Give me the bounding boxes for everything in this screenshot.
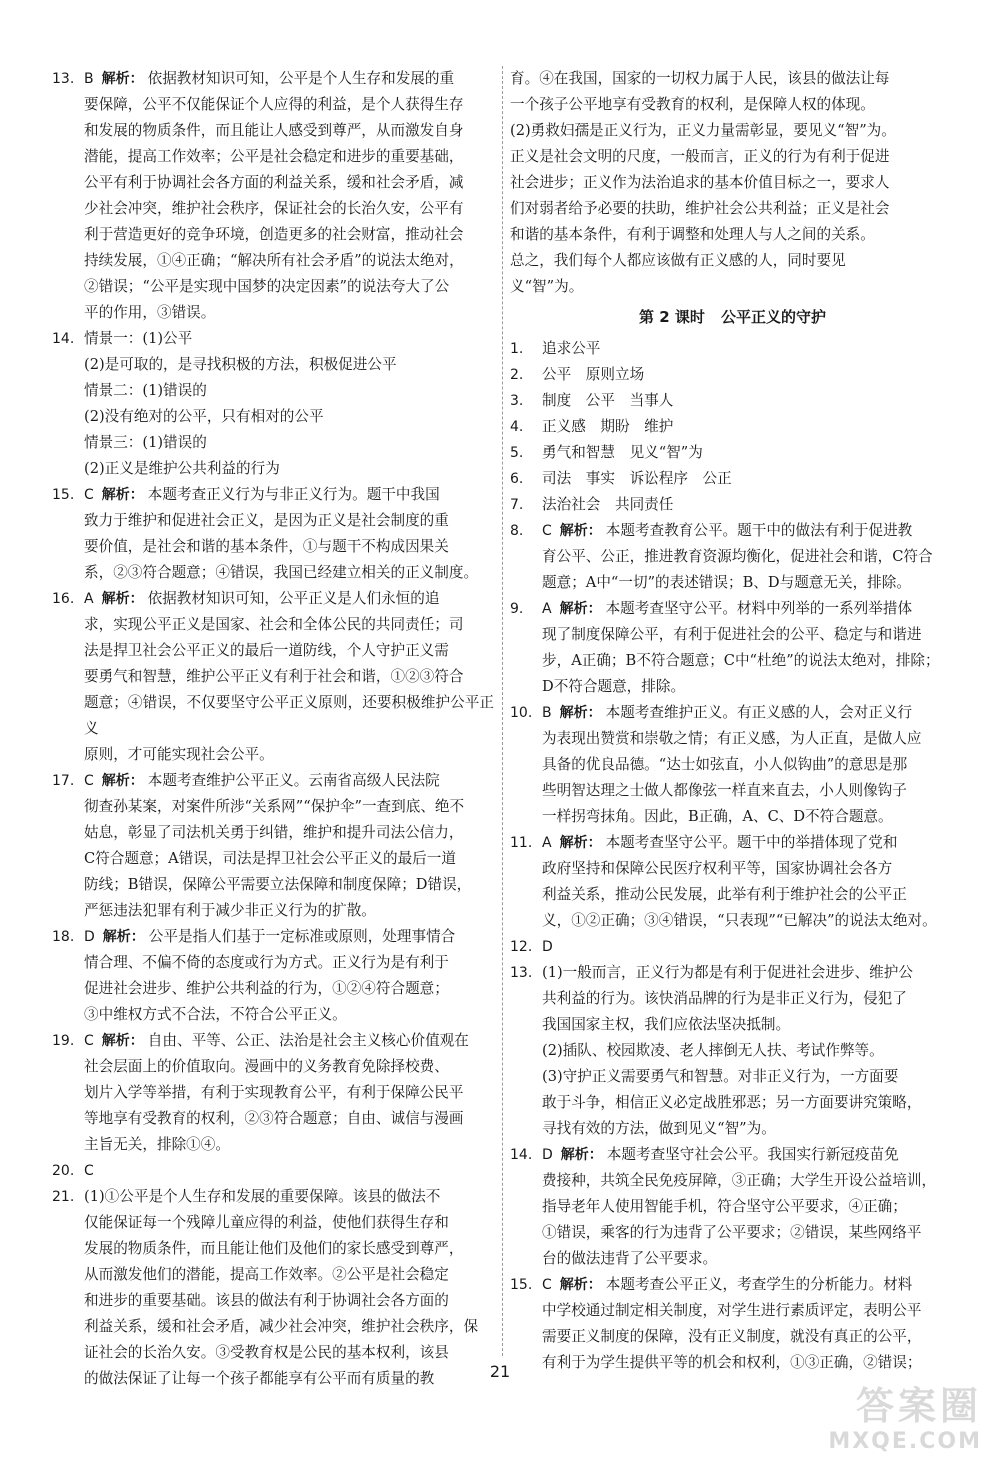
analysis-line: 法是捍卫社会公平正义的最后一道防线，个人守护正义需 — [84, 642, 449, 659]
analysis-line: 主旨无关，排除①④。 — [84, 1136, 230, 1153]
continued-line: 义“智”为。 — [510, 278, 584, 295]
answer-choice: D — [542, 1147, 553, 1163]
item-body — [84, 924, 494, 950]
analysis-line: 利于营造更好的竞争环境，创造更多的社会财富，推动社会 — [84, 226, 464, 243]
section-title — [510, 302, 955, 332]
item-number: 13. — [510, 965, 533, 981]
item-body — [542, 830, 955, 856]
answer-line: 证社会的长治久安。③受教育权是公民的基本权利，该县 — [84, 1344, 449, 1361]
answer-item — [510, 440, 955, 466]
analysis-line: D不符合题意，排除。 — [542, 678, 686, 695]
analysis-line: 本题考查教育公平。题干中的做法有利于促进教 — [605, 522, 913, 539]
analysis-line: 本题考查正义行为与非正义行为。题干中我国 — [147, 486, 440, 503]
item-body — [84, 1184, 494, 1210]
analysis-line: 社会层面上的价值取向。漫画中的义务教育免除择校费、 — [84, 1058, 449, 1075]
answer-line: (1)一般而言，正义行为都是有利于促进社会进步、维护公 — [542, 964, 913, 981]
analysis-line: 和发展的物质条件，而且能让人感受到尊严，从而激发自身 — [84, 122, 464, 139]
item-number: 13. — [52, 71, 75, 87]
item-number: 15. — [52, 487, 75, 503]
item-body — [542, 700, 955, 726]
left-column — [52, 66, 494, 1392]
continued-line: 们对弱者给予必要的扶助，维护社会公共利益；正义是社会 — [510, 200, 890, 217]
answer-item — [510, 960, 955, 986]
analysis-line: 依据教材知识可知，公平正义是人们永恒的追 — [147, 590, 440, 607]
answer-item — [510, 596, 955, 622]
analysis-label: 解析： — [101, 773, 144, 789]
item-number: 19. — [52, 1033, 75, 1049]
item-body — [542, 440, 955, 466]
answer-line: 利益关系，缓和社会矛盾，减少社会冲突，维护社会秩序，保 — [84, 1318, 479, 1335]
analysis-line: 公平有利于协调社会各方面的利益关系，缓和社会矛盾，减 — [84, 174, 464, 191]
answer-line: 公平 原则立场 — [542, 366, 645, 383]
answer-choice: D — [542, 939, 553, 955]
analysis-line: 要勇气和智慧，维护公平正义有利于社会和谐，①②③符合 — [84, 668, 464, 685]
answer-choice: C — [542, 523, 552, 539]
item-number: 10. — [510, 705, 533, 721]
item-number: 7. — [510, 497, 524, 513]
answer-item — [510, 830, 955, 856]
analysis-line: 原则，才可能实现社会公平。 — [84, 746, 274, 763]
watermark-title: 答案圈 — [855, 1384, 982, 1428]
analysis-line: 本题考查坚守社会公平。我国实行新冠疫苗免 — [606, 1146, 899, 1163]
analysis-line: 求，实现公平正义是国家、社会和全体公民的共同责任；司 — [84, 616, 464, 633]
answer-item — [52, 1028, 494, 1054]
answer-line: 法治社会 共同责任 — [542, 496, 674, 513]
right-column — [510, 66, 955, 1376]
item-number: 2. — [510, 367, 524, 383]
answer-item — [510, 336, 955, 362]
answer-item — [52, 586, 494, 612]
analysis-line: 本题考查维护正义。有正义感的人，会对正义行 — [605, 704, 913, 721]
analysis-line: 公平是指人们基于一定标准或原则，处理事情合 — [148, 928, 456, 945]
answer-item — [510, 518, 955, 544]
answer-line: 发展的物质条件，而且能让他们及他们的家长感受到尊严， — [84, 1240, 464, 1257]
analysis-line: 要价值，是社会和谐的基本条件，①与题干不构成因果关 — [84, 538, 449, 555]
answer-line: 勇气和智慧 见义“智”为 — [542, 444, 703, 461]
item-number: 3. — [510, 393, 524, 409]
item-number: 4. — [510, 419, 524, 435]
item-body — [542, 960, 955, 986]
item-number: 8. — [510, 523, 524, 539]
answer-item — [510, 1142, 955, 1168]
continued-line: 和谐的基本条件，有利于调整和处理人与人之间的关系。 — [510, 226, 875, 243]
answer-line: 敢于斗争，相信正义必定战胜邪恶；另一方面要讲究策略， — [542, 1094, 922, 1111]
analysis-line: 现了制度保障公平，有利于促进社会的公平、稳定与和谐进 — [542, 626, 922, 643]
continued-line: (2)勇救妇孺是正义行为，正义力量需彰显，要见义“智”为。 — [510, 122, 896, 139]
analysis-line: 具备的优良品德。“达士如弦直，小人似钩曲”的意思是那 — [542, 756, 908, 773]
analysis-label: 解析： — [101, 1033, 144, 1049]
answer-line: 和进步的重要基础。该县的做法有利于协调社会各方面的 — [84, 1292, 449, 1309]
analysis-line: ③中维权方式不合法，不符合公平正义。 — [84, 1006, 347, 1023]
item-number: 18. — [52, 929, 75, 945]
answer-choice: B — [84, 71, 94, 87]
item-body — [542, 1142, 955, 1168]
analysis-line: 本题考查公平正义，考查学生的分析能力。材料 — [605, 1276, 913, 1293]
analysis-line: 姑息，彰显了司法机关勇于纠错，维护和提升司法公信力， — [84, 824, 464, 841]
analysis-line: 题意；④错误，不仅要坚守公平正义原则，还要积极维护公平正义 — [84, 694, 494, 737]
analysis-label: 解析： — [559, 1277, 602, 1293]
item-number: 14. — [52, 331, 75, 347]
analysis-line: 为表现出赞赏和崇敬之情；有正义感，为人正直，是做人应 — [542, 730, 922, 747]
continued-answer-block — [510, 66, 955, 300]
answer-line: 情景一：(1)公平 — [84, 330, 193, 347]
analysis-line: 步，A正确；B不符合题意；C中“杜绝”的说法太绝对，排除； — [542, 652, 940, 669]
item-body — [84, 586, 494, 612]
analysis-line: 促进社会进步、维护公共利益的行为，①②④符合题意； — [84, 980, 449, 997]
item-body — [84, 326, 494, 352]
answer-line: (2)正义是维护公共利益的行为 — [84, 460, 280, 477]
item-body — [542, 934, 955, 960]
answer-line: (3)守护正义需要勇气和智慧。对非正义行为，一方面要 — [542, 1068, 899, 1085]
item-body — [84, 1028, 494, 1054]
answer-line: 情景三：(1)错误的 — [84, 434, 207, 451]
page-number: 21 — [489, 1362, 511, 1381]
answer-line: 情景二：(1)错误的 — [84, 382, 207, 399]
answer-item — [52, 1158, 494, 1184]
analysis-line: 致力于维护和促进社会正义，是因为正义是社会制度的重 — [84, 512, 449, 529]
answer-choice: B — [542, 705, 552, 721]
item-body — [542, 388, 955, 414]
answer-item — [510, 700, 955, 726]
item-body — [84, 66, 494, 92]
item-number: 11. — [510, 835, 533, 851]
answer-line: 我国国家主权，我们应依法坚决抵制。 — [542, 1016, 791, 1033]
answer-line: 司法 事实 诉讼程序 公正 — [542, 470, 732, 487]
analysis-line: 本题考查维护公平正义。云南省高级人民法院 — [147, 772, 440, 789]
answer-item — [510, 492, 955, 518]
item-number: 16. — [52, 591, 75, 607]
item-number: 14. — [510, 1147, 533, 1163]
answer-choice: C — [84, 1163, 94, 1179]
analysis-label: 解析： — [560, 1147, 603, 1163]
answer-choice: A — [542, 601, 552, 617]
answer-item — [510, 362, 955, 388]
answer-line: 共利益的行为。该快消品牌的行为是非正义行为，侵犯了 — [542, 990, 907, 1007]
item-number: 17. — [52, 773, 75, 789]
analysis-label: 解析： — [559, 523, 602, 539]
answer-item — [510, 1272, 955, 1298]
continued-line: 总之，我们每个人都应该做有正义感的人，同时要见 — [510, 252, 846, 269]
analysis-label: 解析： — [559, 705, 602, 721]
analysis-line: 费接种，共筑全民免疫屏障，③正确；大学生开设公益培训， — [542, 1172, 937, 1189]
analysis-line: 一样拐弯抹角。因此，B正确，A、C、D不符合题意。 — [542, 808, 893, 825]
analysis-line: 防线；B错误，保障公平需要立法保障和制度保障；D错误， — [84, 876, 472, 893]
analysis-line: 平的作用，③错误。 — [84, 304, 216, 321]
analysis-label: 解析： — [102, 929, 145, 945]
analysis-line: 情合理、不偏不倚的态度或行为方式。正义行为是有利于 — [84, 954, 449, 971]
answer-line: 追求公平 — [542, 340, 601, 357]
answer-line: (1)①公平是个人生存和发展的重要保障。该县的做法不 — [84, 1188, 441, 1205]
watermark-url: MXQE.COM — [828, 1429, 982, 1454]
answer-line: 的做法保证了让每一个孩子都能享有公平而有质量的教 — [84, 1370, 435, 1387]
item-number: 1. — [510, 341, 524, 357]
answer-item — [52, 768, 494, 794]
lesson-label: 第 2 课时 — [639, 308, 705, 326]
analysis-line: 严惩违法犯罪有利于减少非正义行为的扩散。 — [84, 902, 376, 919]
item-body — [542, 596, 955, 622]
answer-item — [510, 934, 955, 960]
answer-choice: A — [542, 835, 552, 851]
item-body — [542, 518, 955, 544]
item-number: 12. — [510, 939, 533, 955]
item-body — [542, 466, 955, 492]
analysis-label: 解析： — [101, 71, 144, 87]
analysis-line: ①错误，乘客的行为违背了公平要求；②错误，某些网络平 — [542, 1224, 922, 1241]
item-body — [542, 1272, 955, 1298]
analysis-line: 划片入学等举措，有利于实现教育公平，有利于保障公民平 — [84, 1084, 464, 1101]
item-body — [542, 414, 955, 440]
analysis-line: 题意；A中“一切”的表述错误；B、D与题意无关，排除。 — [542, 574, 911, 591]
answer-choice: C — [84, 773, 94, 789]
right-answer-list — [510, 336, 955, 1376]
analysis-line: 义，①②正确；③④错误，“只表现”“已解决”的说法太绝对。 — [542, 912, 937, 929]
item-number: 5. — [510, 445, 524, 461]
answer-line: 仅能保证每一个残障儿童应得的利益，使他们获得生存和 — [84, 1214, 449, 1231]
item-body — [542, 492, 955, 518]
analysis-line: 育公平、公正，推进教育资源均衡化，促进社会和谐，C符合 — [542, 548, 933, 565]
answer-line: (2)没有绝对的公平，只有相对的公平 — [84, 408, 324, 425]
analysis-line: 有利于为学生提供平等的机会和权利，①③正确，②错误； — [542, 1354, 922, 1371]
column-divider — [502, 66, 503, 1356]
watermark-logo — [792, 1375, 982, 1455]
analysis-label: 解析： — [559, 835, 602, 851]
answer-item — [510, 414, 955, 440]
answer-choice: C — [84, 1033, 94, 1049]
analysis-label: 解析： — [101, 591, 144, 607]
analysis-line: 彻查孙某案，对案件所涉“关系网”“保护伞”一查到底、绝不 — [84, 798, 465, 815]
analysis-line: 本题考查坚守公平。题干中的举措体现了党和 — [605, 834, 898, 851]
analysis-line: 潜能，提高工作效率；公平是社会稳定和进步的重要基础， — [84, 148, 464, 165]
continued-line: 社会进步；正义作为法治追求的基本价值目标之一，要求人 — [510, 174, 890, 191]
answer-item — [52, 482, 494, 508]
analysis-line: 台的做法违背了公平要求。 — [542, 1250, 718, 1267]
continued-line: 正义是社会文明的尺度，一般而言，正义的行为有利于促进 — [510, 148, 890, 165]
answer-item — [52, 326, 494, 352]
item-number: 6. — [510, 471, 524, 487]
analysis-line: 中学校通过制定相关制度，对学生进行素质评定，表明公平 — [542, 1302, 922, 1319]
analysis-line: ②错误；“公平是实现中国梦的决定因素”的说法夸大了公 — [84, 278, 450, 295]
answer-choice: C — [84, 487, 94, 503]
answer-line: 制度 公平 当事人 — [542, 392, 674, 409]
analysis-line: 依据教材知识可知，公平是个人生存和发展的重 — [147, 70, 455, 87]
analysis-line: 本题考查坚守公平。材料中列举的一系列举措体 — [605, 600, 913, 617]
item-number: 21. — [52, 1189, 75, 1205]
answer-line: 正义感 期盼 维护 — [542, 418, 674, 435]
analysis-label: 解析： — [101, 487, 144, 503]
answer-item — [510, 388, 955, 414]
item-body — [84, 1158, 494, 1184]
item-body — [542, 362, 955, 388]
answer-line: (2)是可取的，是寻找积极的方法，积极促进公平 — [84, 356, 397, 373]
lesson-title: 公平正义的守护 — [720, 308, 826, 326]
analysis-line: C符合题意；A错误，司法是捍卫社会公平正义的最后一道 — [84, 850, 456, 867]
answer-line: (2)插队、校园欺凌、老人摔倒无人扶、考试作弊等。 — [542, 1042, 884, 1059]
analysis-line: 等地享有受教育的权利，②③符合题意；自由、诚信与漫画 — [84, 1110, 464, 1127]
item-number: 9. — [510, 601, 524, 617]
item-body — [84, 482, 494, 508]
answer-item — [510, 466, 955, 492]
answer-line: 寻找有效的方法，做到见义“智”为。 — [542, 1120, 776, 1137]
analysis-line: 些明智达理之士做人都像弦一样直来直去，小人则像钩子 — [542, 782, 907, 799]
analysis-line: 自由、平等、公正、法治是社会主义核心价值观在 — [147, 1032, 469, 1049]
answer-item — [52, 66, 494, 92]
analysis-label: 解析： — [559, 601, 602, 617]
analysis-line: 少社会冲突，维护社会秩序，保证社会的长治久安，公平有 — [84, 200, 464, 217]
analysis-line: 系，②③符合题意；④错误，我国已经建立相关的正义制度。 — [84, 564, 479, 581]
answer-item — [52, 1184, 494, 1210]
analysis-line: 利益关系，推动公民发展，此举有利于维护社会的公平正 — [542, 886, 907, 903]
continued-line: 育。④在我国，国家的一切权力属于人民，该县的做法让每 — [510, 70, 890, 87]
continued-line: 一个孩子公平地享有受教育的权利，是保障人权的体现。 — [510, 96, 875, 113]
item-body — [542, 336, 955, 362]
item-number: 20. — [52, 1163, 75, 1179]
analysis-line: 政府坚持和保障公民医疗权利平等，国家协调社会各方 — [542, 860, 893, 877]
item-number: 15. — [510, 1277, 533, 1293]
analysis-line: 需要正义制度的保障，没有正义制度，就没有真正的公平， — [542, 1328, 922, 1345]
answer-choice: C — [542, 1277, 552, 1293]
answer-choice: D — [84, 929, 95, 945]
answer-choice: A — [84, 591, 94, 607]
analysis-line: 要保障，公平不仅能保证个人应得的利益，是个人获得生存 — [84, 96, 464, 113]
answer-item — [52, 924, 494, 950]
item-body — [84, 768, 494, 794]
answer-line: 从而激发他们的潜能，提高工作效率。②公平是社会稳定 — [84, 1266, 449, 1283]
analysis-line: 指导老年人使用智能手机，符合坚守公平要求，④正确； — [542, 1198, 907, 1215]
analysis-line: 持续发展，①④正确；“解决所有社会矛盾”的说法太绝对， — [84, 252, 464, 269]
